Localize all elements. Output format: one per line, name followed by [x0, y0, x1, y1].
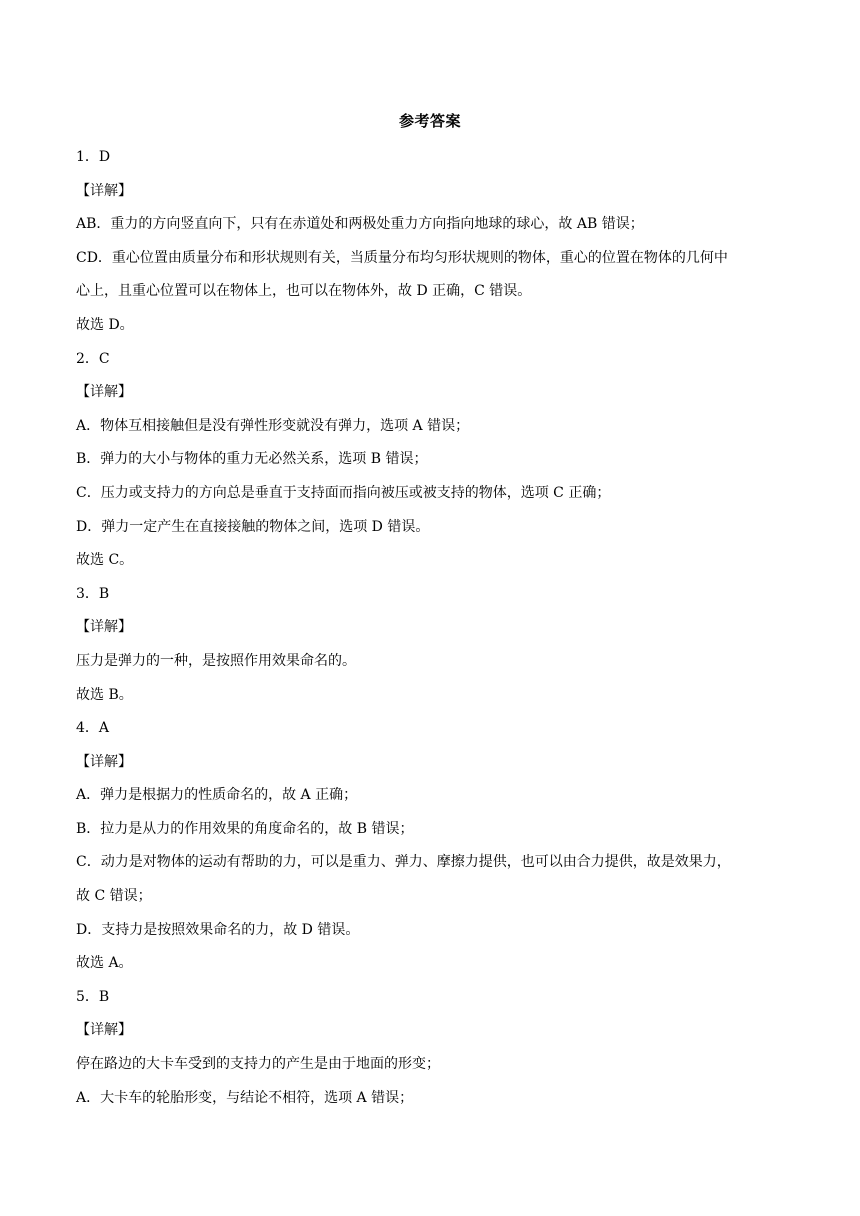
- explanation-heading: 【详解】: [76, 384, 132, 401]
- explanation-line: C．压力或支持力的方向总是垂直于支持面而指向被压或被支持的物体，选项 C 正确；: [76, 484, 611, 501]
- explanation-line: AB．重力的方向竖直向下，只有在赤道处和两极处重力方向指向地球的球心，故 AB 错误；: [76, 216, 644, 233]
- explanation-heading: 【详解】: [76, 753, 132, 770]
- explanation-line: C．动力是对物体的运动有帮助的力，可以是重力、弹力、摩擦力提供，也可以由合力提供，故是效果力，: [76, 854, 731, 871]
- explanation-line: D．支持力是按照效果命名的力，故 D 错误。: [76, 921, 360, 938]
- explanation-line: 故 C 错误；: [76, 888, 152, 905]
- explanation-line: D．弹力一定产生在直接接触的物体之间，选项 D 错误。: [76, 518, 430, 535]
- explanation-line: A．大卡车的轮胎形变，与结论不相符，选项 A 错误；: [76, 1089, 414, 1106]
- final-answer: 故选 C。: [76, 552, 134, 569]
- answer-number: 5．B: [76, 988, 110, 1005]
- explanation-heading: 【详解】: [76, 619, 132, 636]
- answer-content: [76, 141, 788, 1115]
- page-title: 参考答案: [398, 112, 461, 130]
- answer-number: 2．C: [76, 350, 110, 367]
- explanation-line: B．拉力是从力的作用效果的角度命名的，故 B 错误；: [76, 820, 414, 837]
- explanation-line: CD．重心位置由质量分布和形状规则有关，当质量分布均匀形状规则的物体，重心的位置在物体的几何中: [76, 249, 728, 266]
- explanation-heading: 【详解】: [76, 1022, 132, 1039]
- final-answer: 故选 D。: [76, 316, 134, 333]
- answer-number: 4．A: [76, 720, 110, 737]
- explanation-line: 停在路边的大卡车受到的支持力的产生是由于地面的形变；: [76, 1056, 440, 1073]
- explanation-line: 心上，且重心位置可以在物体上，也可以在物体外，故 D 正确，C 错误。: [76, 283, 532, 300]
- final-answer: 故选 A。: [76, 955, 133, 972]
- final-answer: 故选 B。: [76, 686, 133, 703]
- explanation-line: 压力是弹力的一种，是按照作用效果命名的。: [76, 652, 356, 669]
- answer-number: 3．B: [76, 585, 110, 602]
- explanation-line: B．弹力的大小与物体的重力无必然关系，选项 B 错误；: [76, 451, 428, 468]
- explanation-line: A．弹力是根据力的性质命名的，故 A 正确；: [76, 787, 358, 804]
- explanation-heading: 【详解】: [76, 182, 132, 199]
- explanation-line: A．物体互相接触但是没有弹性形变就没有弹力，选项 A 错误；: [76, 417, 470, 434]
- answer-number: 1．D: [76, 149, 111, 165]
